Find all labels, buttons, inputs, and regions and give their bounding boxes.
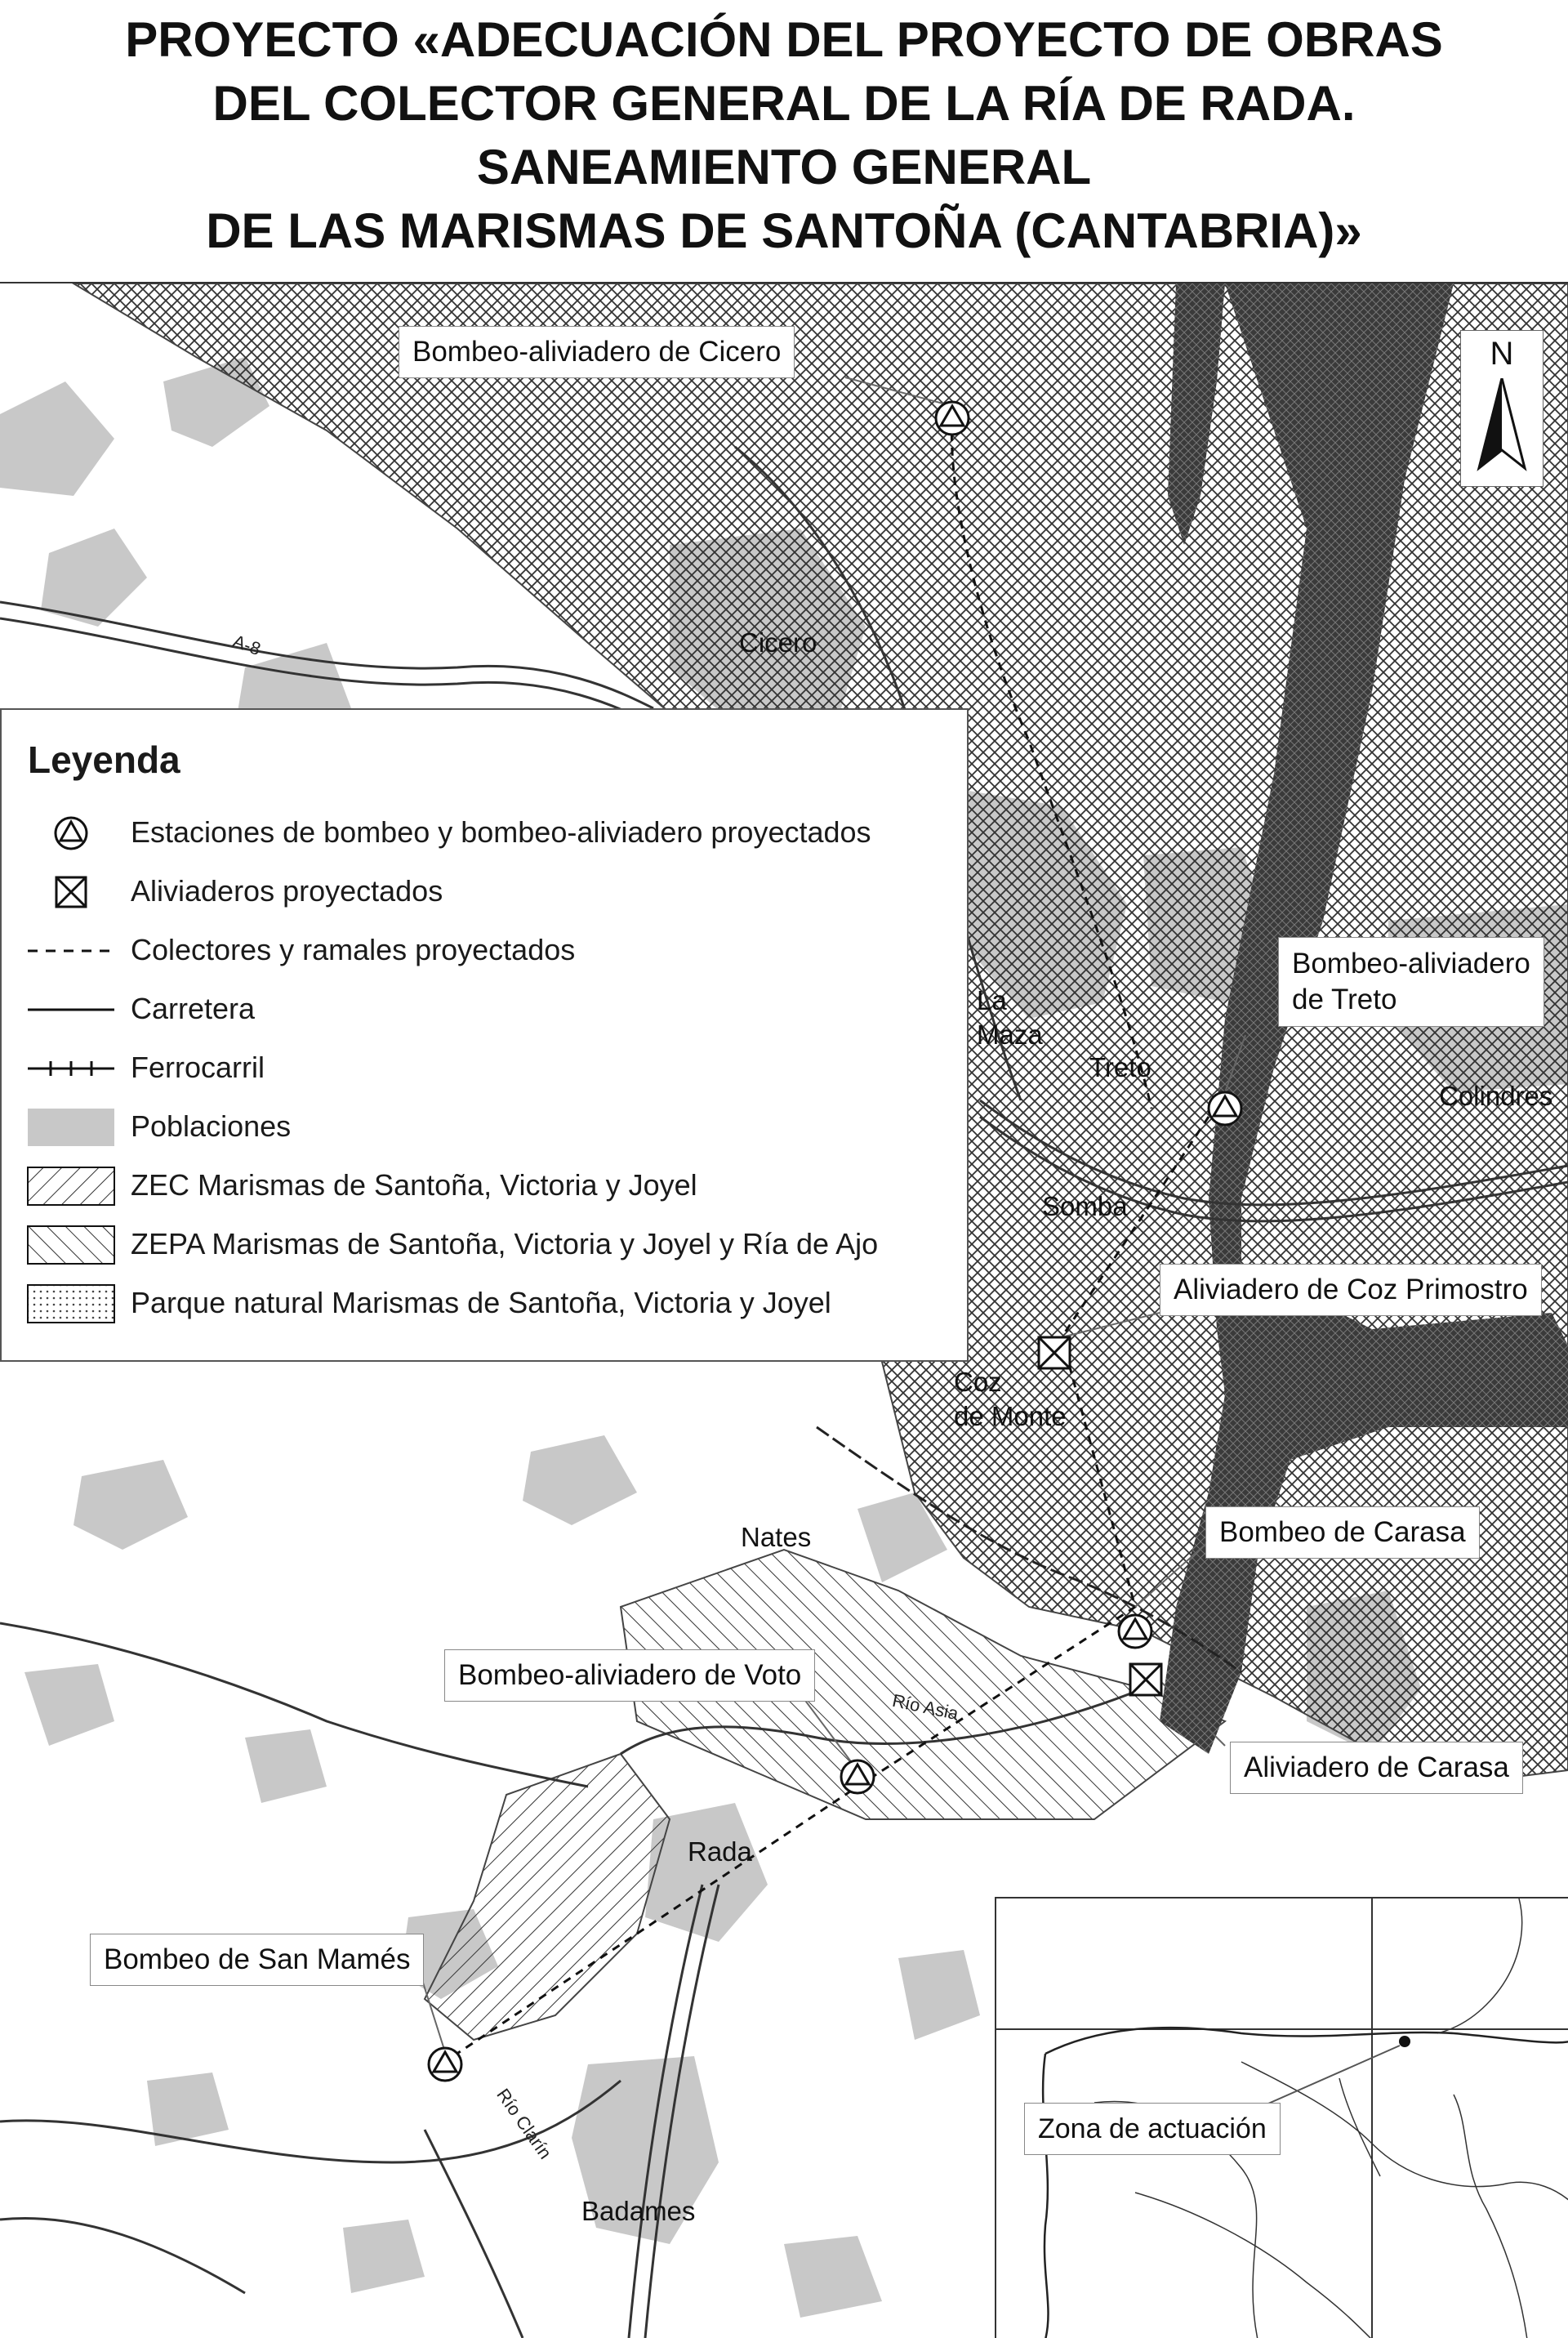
legend-text-overflows: Aliviaderos proyectados <box>131 874 443 908</box>
place-treto: Treto <box>1089 1052 1152 1082</box>
legend-text-towns: Poblaciones <box>131 1109 292 1143</box>
north-letter: N <box>1490 336 1514 372</box>
place-cicero: Cicero <box>739 627 817 658</box>
label-zona-actuacion: Zona de actuación <box>1024 2103 1281 2155</box>
legend-text-zec: ZEC Marismas de Santoña, Victoria y Joyel <box>131 1168 697 1202</box>
place-badames: Badames <box>581 2196 696 2226</box>
legend-item-towns <box>26 1102 957 1151</box>
legend-text-road: Carretera <box>131 992 256 1025</box>
legend-item-road <box>26 984 957 1033</box>
thin-line-icon <box>26 989 116 1030</box>
map-title-line-2: DEL COLECTOR GENERAL DE LA RÍA DE RADA. <box>212 76 1356 131</box>
place-rada: Rada <box>688 1836 752 1867</box>
place-la: La <box>977 985 1007 1015</box>
place-maza: Maza <box>977 1020 1043 1050</box>
legend-title: Leyenda <box>28 738 180 781</box>
legend-item-overflows <box>26 867 957 916</box>
triangle-in-circle-icon <box>26 813 116 854</box>
legend-text-zepa: ZEPA Marismas de Santoña, Victoria y Joyel y Ría de Ajo <box>131 1227 879 1260</box>
place-coz: Coz <box>954 1367 1002 1397</box>
legend-panel <box>0 708 969 1362</box>
river-label-clarin: Río Clarín <box>492 2084 556 2163</box>
legend-text-pumping-stations: Estaciones de bombeo y bombeo-aliviadero proyectados <box>131 815 871 849</box>
legend-item-pumping-stations <box>26 808 957 857</box>
station-treto-icon <box>1209 1092 1241 1125</box>
station-san-mames-icon <box>429 2048 461 2081</box>
legend-item-collectors <box>26 926 957 975</box>
inset-locator-map <box>995 1897 1568 2338</box>
map-title-line-1: PROYECTO «ADECUACIÓN DEL PROYECTO DE OBRAS <box>125 12 1443 67</box>
label-bombeo-aliviadero-voto: Bombeo-aliviadero de Voto <box>444 1649 815 1702</box>
backslash-hatch-icon <box>26 1225 116 1265</box>
river-label-asia: Río Asia <box>890 1689 960 1724</box>
legend-text-railway: Ferrocarril <box>131 1051 265 1084</box>
dashed-line-icon <box>26 930 116 971</box>
legend-item-zepa <box>26 1220 957 1269</box>
road-label-a8: A-8 <box>229 630 264 660</box>
label-bombeo-san-mames: Bombeo de San Mamés <box>90 1934 424 1986</box>
overflow-coz-primostro-icon <box>1039 1337 1070 1368</box>
station-carasa-icon <box>1119 1615 1152 1648</box>
dotted-fill-icon <box>26 1283 116 1324</box>
north-arrow <box>1460 330 1544 487</box>
label-aliviadero-coz-primostro: Aliviadero de Coz Primostro <box>1160 1264 1542 1316</box>
legend-item-railway <box>26 1043 957 1092</box>
map-title-block <box>0 0 1568 282</box>
inset-target-marker-icon <box>1399 2036 1410 2047</box>
map-title-line-3: SANEAMIENTO GENERAL <box>476 140 1092 194</box>
legend-text-collectors: Colectores y ramales proyectados <box>131 933 576 966</box>
gray-fill-icon <box>26 1107 116 1148</box>
crossed-box-icon <box>26 872 116 912</box>
label-bombeo-aliviadero-cicero: Bombeo-aliviadero de Cicero <box>399 326 795 378</box>
place-nates: Nates <box>741 1522 812 1552</box>
place-de-monte: de Monte <box>954 1401 1067 1431</box>
north-arrow-icon <box>1476 378 1528 476</box>
legend-text-natural-park: Parque natural Marismas de Santoña, Victoria y Joyel <box>131 1286 831 1319</box>
label-bombeo-aliviadero-treto <box>1278 937 1544 1027</box>
label-bombeo-carasa: Bombeo de Carasa <box>1205 1506 1480 1559</box>
place-somahoz: Somba <box>1042 1191 1128 1221</box>
place-colindres: Colindres <box>1439 1081 1553 1111</box>
station-voto-icon <box>841 1760 874 1793</box>
map-title-line-4: DE LAS MARISMAS DE SANTOÑA (CANTABRIA)» <box>206 203 1362 258</box>
map-frame[interactable] <box>0 282 1568 2338</box>
label-treto-line-2: de Treto <box>1292 984 1397 1015</box>
diagonal-hatch-icon <box>26 1166 116 1207</box>
railway-line-icon <box>26 1048 116 1089</box>
legend-item-zec <box>26 1161 957 1210</box>
station-cicero-icon <box>936 402 969 435</box>
label-aliviadero-carasa: Aliviadero de Carasa <box>1230 1742 1523 1794</box>
legend-item-natural-park <box>26 1278 957 1327</box>
label-treto-line-1: Bombeo-aliviadero <box>1292 948 1530 979</box>
overflow-carasa-icon <box>1130 1664 1161 1695</box>
